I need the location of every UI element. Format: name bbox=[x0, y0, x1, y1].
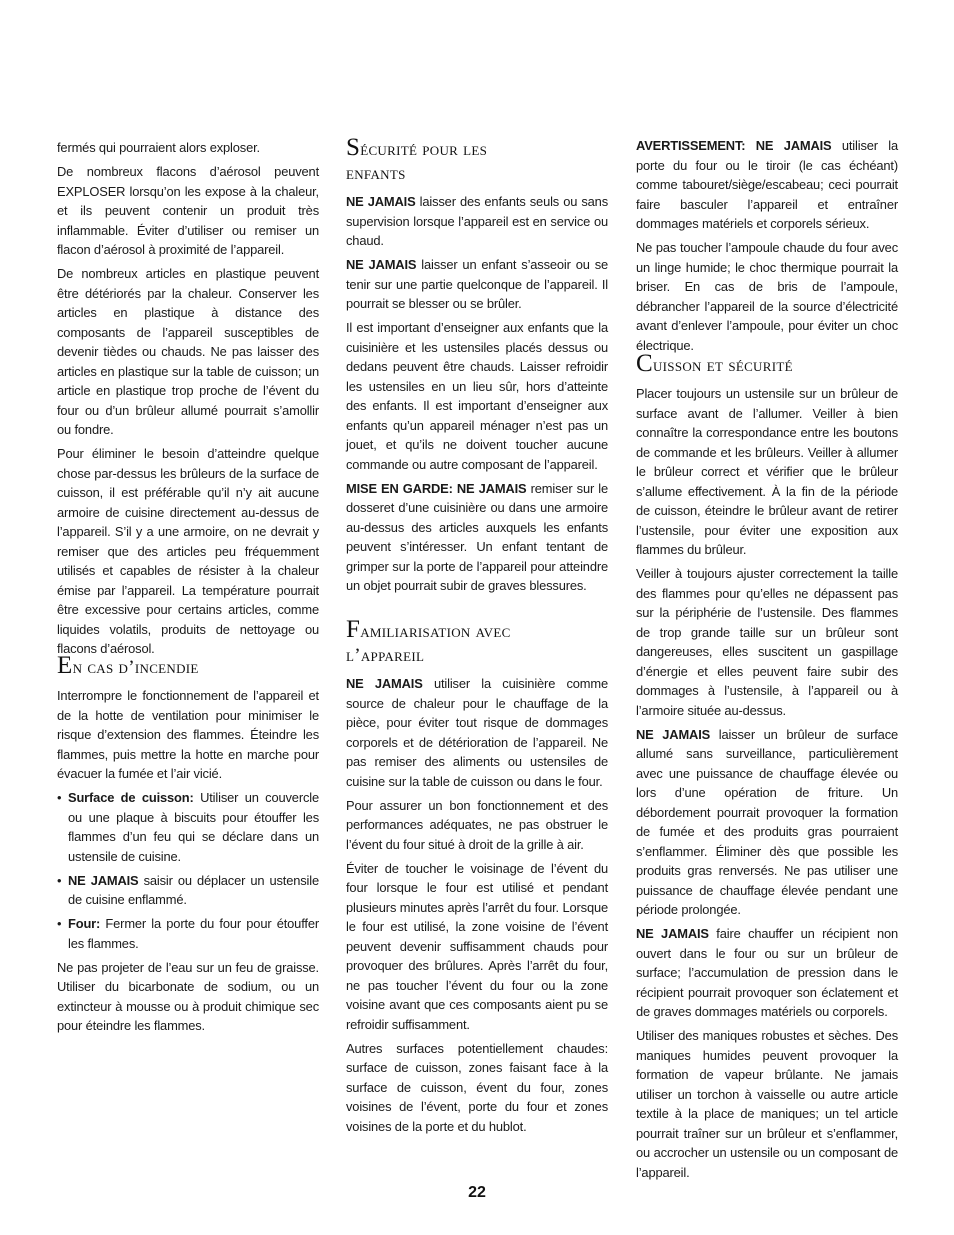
paragraph-recipient bbox=[636, 924, 898, 1022]
column-2-enfants bbox=[346, 136, 608, 600]
paragraph-plastique: De nombreux articles en plastique peuvent être détériorés par la chaleur. Conserver les articles en plastique à distance des composants de l’appareil susceptibles de devenir tièdes ou chauds. Ne pas laisser des articles en plastique sur la table de cuisson; un article en plastique trop proche de l’évent du four ou d’un brûleur allumé pourrait s’amollir ou fondre. bbox=[57, 266, 319, 438]
paragraph-armoire: Pour éliminer le besoin d’atteindre quelque chose par-dessus les brûleurs de la surface de cuisson, il est préférable qu’il n’y ait aucune armoire de cuisine directement au-dessus de l’appareil. S’il y a une armoire, on ne devrait y remiser que des articles peu fréquemment utilisés et capables de résister à la chaleur émise par l’appareil. La température pourrait être excessive pour certains articles, comme liquides volatils, produits de nettoyage ou flacons d’aérosol. bbox=[57, 446, 319, 657]
column-1-incendie bbox=[57, 654, 319, 1040]
paragraph-graisse: Ne pas projeter de l’eau sur un feu de graisse. Utiliser du bicarbonate de sodium, ou un extincteur à mousse ou à produit chimique sec pour éteindre les flammes. bbox=[57, 959, 319, 1034]
warning-text: laisser des enfants seuls ou sans supervision lorsque l’appareil est en service ou chaud. bbox=[346, 194, 608, 248]
paragraph-aerosol: De nombreux flacons d’aérosol peuvent EXPLOSER lorsqu’on les expose à la chaleur, et ils peuvent contenir un produit très inflammable. Éviter d’utiliser ou remiser un flacon d’aérosol à proximité de l’appareil. bbox=[57, 164, 319, 258]
paragraph-enseigner: Il est important d’enseigner aux enfants que la cuisinière et les ustensiles placés dessus ou dedans peuvent être chauds. Laisser refroidir les ustensiles en un lieu sûr, hors d’atteinte des enfants. Il est important d’enseigner aux enfants qu’un appareil ménager n’est pas un jouet, et qu’ils ne doivent toucher aucune commande ou autre composant de l’appareil. bbox=[346, 320, 608, 472]
warning-lead: AVERTISSEMENT: NE JAMAIS bbox=[636, 138, 832, 153]
bullet-glyph: • bbox=[57, 790, 62, 806]
bullet-lead: Surface de cuisson: bbox=[68, 790, 194, 806]
bullet-glyph: • bbox=[57, 916, 62, 932]
paragraph-autres-surfaces: Autres surfaces potentiellement chaudes: surface de cuisson, zones faisant face à la surface de cuisson, évent du four, zones voisines de l’évent, porte du four et zones voisines de la porte et du hublot. bbox=[346, 1040, 608, 1134]
paragraph-ampoule: Ne pas toucher l’ampoule chaude du four avec un linge humide; le choc thermique pourrait la briser. En cas de bris de l’ampoule, débrancher l’appareil de la source d’électricité avant d’enlever l’ampoule, pour éviter un choc électrique. bbox=[636, 240, 898, 353]
paragraph-chauffage bbox=[346, 674, 608, 791]
bullet-lead: Four: bbox=[68, 916, 101, 932]
bullet-ne-jamais bbox=[57, 871, 319, 910]
warning-lead: MISE EN GARDE: NE JAMAIS bbox=[346, 480, 527, 496]
warning-text: laisser un enfant s’asseoir ou se tenir sur une partie quelconque de l’appareil. Il pourrait se blesser ou se brûler. bbox=[346, 257, 609, 312]
paragraph-maniques: Utiliser des maniques robustes et sèches. Des maniques humides peuvent provoquer la formation de vapeur brûlante. Ne jamais utiliser un torchon à vaisselle ou autre article textile à la place de maniques; un tel article pourrait traîner sur un brûleur et s’enflammer, ou accrocher un ustensile ou un composant de l’appareil. bbox=[636, 1028, 898, 1180]
paragraph-mise-en-garde bbox=[346, 479, 608, 596]
heading-en-cas-d-incendie: En cas d’incendie bbox=[57, 652, 199, 679]
column-3-top bbox=[636, 136, 898, 360]
bullet-glyph: • bbox=[57, 872, 62, 888]
warning-text: laisser un brûleur de surface allumé sans surveillance, particulièrement avec une puissance de chauffage élevée ou lors d’une opération de friture. Un débordement pourrait provoquer la formation de fumée et des produits gras pourraient s’enflammer. Éliminer dès que possible les produits gras renversés. Ne pas utiliser une puissance de chauffage élevée pendant une période prolongée. bbox=[636, 726, 899, 918]
warning-lead: NE JAMAIS bbox=[346, 676, 423, 691]
warning-text: utiliser la cuisinière comme source de chaleur pour le chauffage de la pièce, pour éviter tout risque de dommages corporels et de détérioration de l’appareil. Ne pas remiser des aliments ou ustensiles de cuisine sur la table de cuisson ou dans le four. bbox=[346, 676, 608, 789]
warning-text: remiser sur le dosseret d’une cuisinière ou dans une armoire au-dessus des articles auxquels les enfants peuvent s’intéresser. Un enfant tentant de grimper sur la porte de l’appareil pour atteindre un objet pourrait subir de graves blessures. bbox=[346, 480, 609, 594]
warning-lead: NE JAMAIS bbox=[636, 726, 711, 742]
paragraph-interrompre: Interrompre le fonctionnement de l’appareil et de la hotte de ventilation pour minimiser le risque d’extension des flammes. Éteindre les flammes, puis mettre la hotte en marche pour évacuer la fumée et l’air vicié. bbox=[57, 688, 319, 781]
warning-lead: NE JAMAIS bbox=[346, 194, 416, 209]
paragraph-enfants-seuls bbox=[346, 192, 608, 251]
paragraph-enfant-asseoir bbox=[346, 255, 608, 314]
column-1-top bbox=[57, 138, 319, 663]
paragraph-voisinage: Éviter de toucher le voisinage de l’évent du four lorsque le four est utilisé et pendant plusieurs minutes après l’arrêt du four. Lorsque le four est utilisé, la zone voisine de l’évent peuvent devenir suffisamment chauds pour provoquer des brûlures. Après l’arrêt du four, ne pas toucher l’évent du four ou la zone voisine avant que ces composants aient pu se refroidir suffisamment. bbox=[346, 860, 608, 1032]
paragraph-placer: Placer toujours un ustensile sur un brûleur de surface avant de l’allumer. Veiller à bien connaître la correspondance entre les boutons de commande et les brûleurs. Veiller à allumer le brûleur correct et vérifier que le brûleur s’allume effectivement. À la fin de la période de cuisson, éteindre le brûleur avant de retirer l’ustensile, pour éviter une exposition aux flammes du brûleur. bbox=[636, 386, 898, 557]
paragraph-avertissement bbox=[636, 136, 898, 234]
warning-lead: NE JAMAIS bbox=[636, 926, 709, 942]
warning-text: utiliser la porte du four ou le tiroir (le cas échéant) comme tabouret/siège/escabeau; ceci pourrait faire basculer l’appareil et entraîner dommages matériels et corporels sérieux. bbox=[636, 138, 898, 231]
paragraph-event: Pour assurer un bon fonctionnement et des performances adéquates, ne pas obstruer le l’évent du four situé à droit de la grille à air. bbox=[346, 797, 608, 852]
heading-securite-pour-les-enfants: Sécurité pour les enfants bbox=[346, 134, 488, 184]
warning-text: faire chauffer un récipient non ouvert dans le four ou sur un brûleur de surface; l’accumulation de pression dans le récipient pourrait provoquer son éclatement et de graves dommages matériels ou corporels. bbox=[636, 926, 898, 1020]
bullet-lead: NE JAMAIS bbox=[68, 872, 139, 888]
bullet-text: Fermer la porte du four pour étouffer les flammes. bbox=[68, 916, 319, 951]
paragraph-exploser: fermés qui pourraient alors exploser. bbox=[57, 140, 260, 155]
warning-lead: NE JAMAIS bbox=[346, 257, 417, 273]
column-2-familiarisation bbox=[346, 618, 608, 1141]
bullet-list bbox=[57, 788, 319, 953]
heading-cuisson-et-securite: Cuisson et sécurité bbox=[636, 350, 793, 377]
bullet-text: Utiliser un couvercle ou une plaque à biscuits pour étouffer les flammes d’un feu qui se déclare dans un ustensile de cuisine. bbox=[68, 790, 319, 864]
column-3-cuisson bbox=[636, 352, 898, 1187]
page-number: 22 bbox=[468, 1184, 486, 1201]
bullet-four bbox=[57, 914, 319, 953]
paragraph-taille-flammes: Veiller à toujours ajuster correctement la taille des flammes pour qu’elles ne dépassent pas sur la périphérie de l’ustensile. Des flammes de trop grande taille sur un brûleur sont dangereuses, elles suscitent un gaspillage d’énergie et elles peuvent faire subir des dommages à l’ustensile, à l’appareil ou à l’armoire située au-dessus. bbox=[636, 566, 898, 718]
bullet-text: saisir ou déplacer un ustensile de cuisine enflammé. bbox=[68, 872, 319, 908]
heading-familiarisation-avec-l-appareil: Familiarisation avec l’appareil bbox=[346, 616, 511, 666]
bullet-surface-de-cuisson bbox=[57, 788, 319, 866]
paragraph-surveillance bbox=[636, 725, 898, 920]
